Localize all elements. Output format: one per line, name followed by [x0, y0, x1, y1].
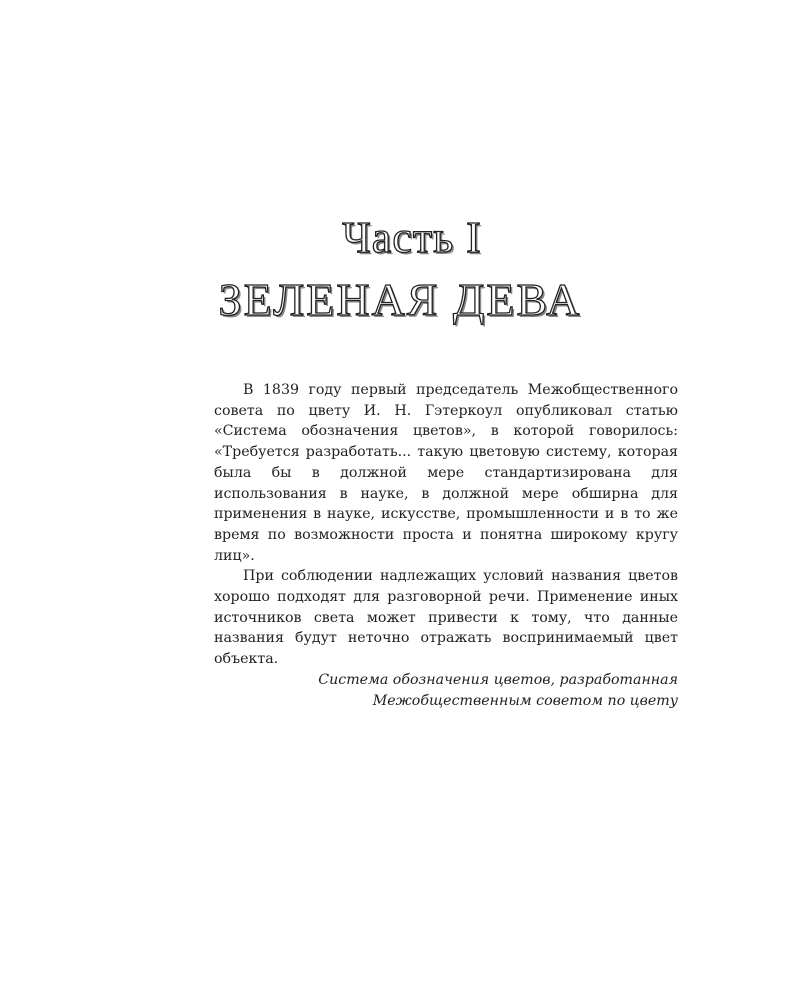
part-title: ЗЕЛЕНАЯ ДЕВА: [218, 274, 582, 325]
epigraph-paragraph-2: При соблюдении надлежащих условий названия цветов хорошо подходят для разговорной речи. Применение иных источников света может привести к тому, что данные названия будут неточно отражать воспринимаемый цвет объекта.: [214, 568, 678, 668]
epigraph-paragraph-1: В 1839 году первый председатель Межобщественного совета по цвету И. Н. Гэтеркоул опубликовал статью «Система обозначения цветов», в которой говорилось: «Требуется разработать... такую цветовую систему, которая была бы в должной мере стандартизирована для использования в науке, в должной мере обширна для применения в науке, искусстве, промышленности и в то же время по возможности проста и понятна широкому кругу лиц».: [214, 382, 678, 564]
attribution-line-2: Межобщественным советом по цвету: [372, 692, 678, 709]
attribution-line-1: Система обозначения цветов, разработанная: [318, 671, 678, 688]
epigraph: [214, 380, 678, 711]
epigraph-attribution: [214, 670, 678, 711]
part-label: Часть I: [342, 213, 482, 262]
